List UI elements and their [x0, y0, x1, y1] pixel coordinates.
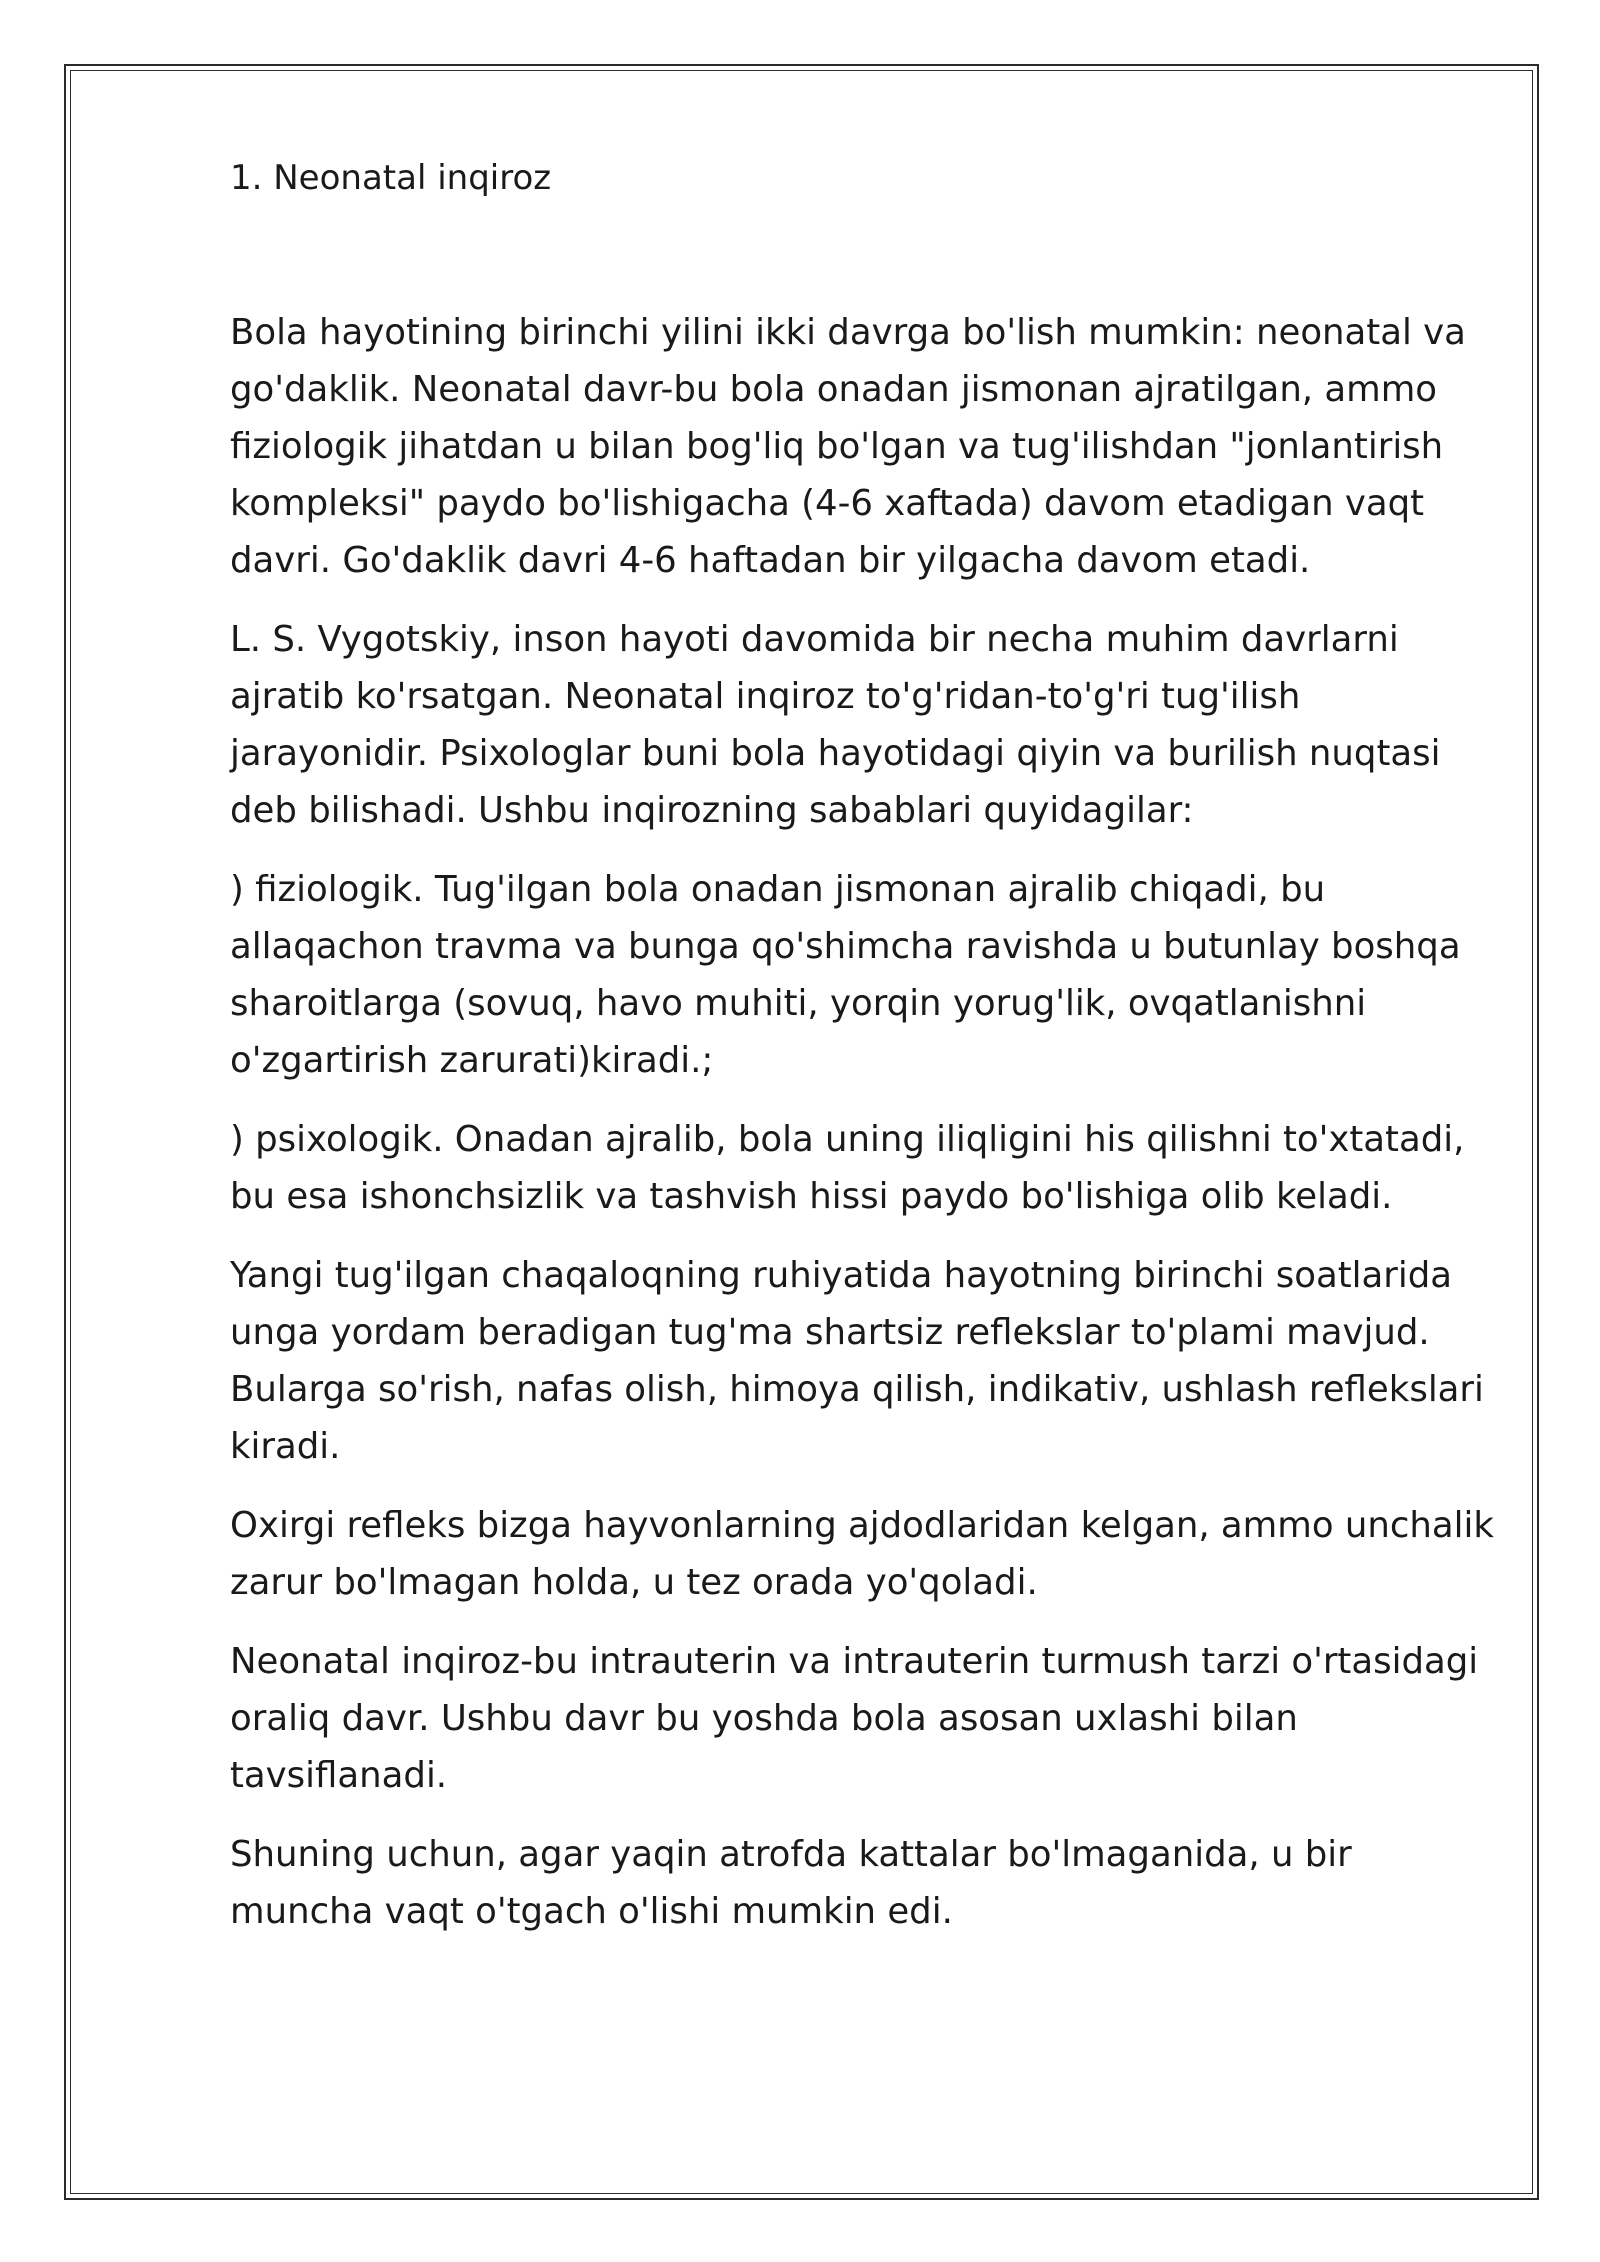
section-heading: 1. Neonatal inqiroz	[230, 158, 552, 198]
paragraph-psychological: ) psixologik. Onadan ajralib, bola uning iliqligini his qilishni to'xtatadi, bu esa ishonchsizlik va tashvish hissi paydo bo'lishiga olib keladi.	[230, 1119, 1465, 1217]
paragraph-physiological: ) fiziologik. Tug'ilgan bola onadan jismonan ajralib chiqadi, bu allaqachon travma va bunga qo'shimcha ravishda u butunlay boshqa sharoitlarga (sovuq, havo muhiti, yorqin yorug'lik, ovqatlanishni o'zgartirish zarurati)kiradi.;	[230, 869, 1461, 1081]
paragraph-conclusion: Shuning uchun, agar yaqin atrofda kattalar bo'lmaganida, u bir muncha vaqt o'tgach o'lishi mumkin edi.	[230, 1834, 1352, 1932]
paragraph-vygotsky: L. S. Vygotskiy, inson hayoti davomida bir necha muhim davrlarni ajratib ko'rsatgan. Neonatal inqiroz to'g'ridan-to'g'ri tug'ilish jarayonidir. Psixologlar buni bola hayotidagi qiyin va burilish nuqtasi deb bilishadi. Ushbu inqirozning sabablari quyidagilar:	[230, 619, 1441, 831]
paragraph-neonatal-crisis: Neonatal inqiroz-bu intrauterin va intrauterin turmush tarzi o'rtasidagi oraliq davr. Ushbu davr bu yoshda bola asosan uxlashi bilan tavsiflanadi.	[230, 1641, 1479, 1796]
paragraph-last-reflex: Oxirgi refleks bizga hayvonlarning ajdodlaridan kelgan, ammo unchalik zarur bo'lmagan holda, u tez orada yo'qoladi.	[230, 1505, 1494, 1603]
paragraph-intro: Bola hayotining birinchi yilini ikki davrga bo'lish mumkin: neonatal va go'daklik. Neonatal davr-bu bola onadan jismonan ajratilgan, ammo fiziologik jihatdan u bilan bog'liq bo'lgan va tug'ilishdan "jonlantirish kompleksi" paydo bo'lishigacha (4-6 xaftada) davom etadigan vaqt davri. Go'daklik davri 4-6 haftadan bir yilgacha davom etadi.	[230, 312, 1466, 581]
document-body	[230, 150, 1500, 1962]
paragraph-reflexes: Yangi tug'ilgan chaqaloqning ruhiyatida hayotning birinchi soatlarida unga yordam beradigan tug'ma shartsiz reflekslar to'plami mavjud. Bularga so'rish, nafas olish, himoya qilish, indikativ, ushlash reflekslari kiradi.	[230, 1255, 1484, 1467]
